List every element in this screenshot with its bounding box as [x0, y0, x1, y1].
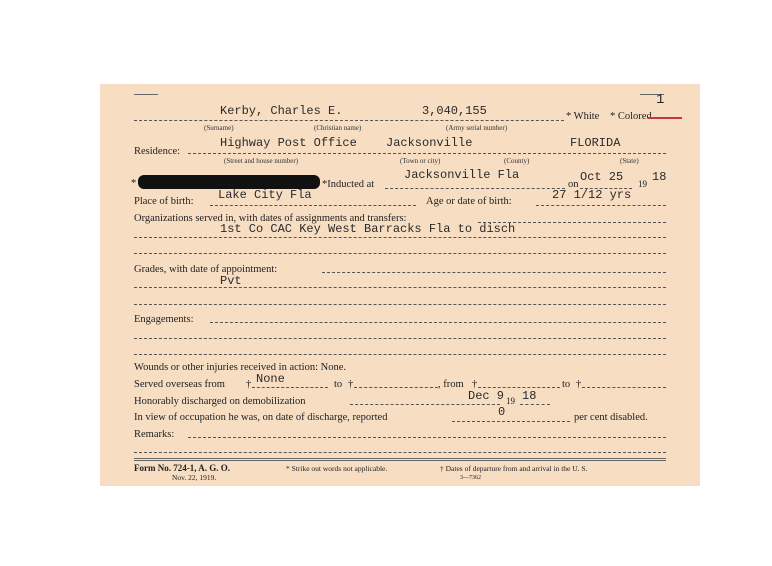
grades-line-2: [134, 287, 666, 288]
inducted-year-prefix: 19: [638, 179, 647, 189]
discharged-line: [350, 404, 500, 405]
organizations-value: 1st Co CAC Key West Barracks Fla to disch: [220, 222, 516, 236]
overseas-from-line-2: [478, 387, 560, 388]
overseas-value: None: [256, 372, 285, 386]
inducted-place: Jacksonville Fla: [404, 168, 520, 182]
inducted-date: Oct 25: [580, 170, 624, 184]
overseas-dagger-4: †: [576, 379, 582, 390]
occupation-label: In view of occupation he was, on date of discharge, reported: [134, 412, 388, 423]
state-caption: (State): [620, 157, 639, 165]
on-label: on: [568, 179, 579, 190]
grades-line-3: [134, 304, 666, 305]
organizations-line-2: [134, 237, 666, 238]
footer-rule: [134, 458, 666, 461]
birth-place: Lake City Fla: [218, 188, 312, 202]
engagements-line-1: [210, 322, 666, 323]
to-label-1: to: [334, 379, 343, 390]
inducted-label: *Inducted at: [322, 179, 375, 190]
remarks-line-2: [134, 452, 666, 453]
remarks-label: Remarks:: [134, 429, 175, 440]
to-label-2: to: [562, 379, 571, 390]
grades-label: Grades, with date of appointment:: [134, 264, 278, 275]
form-date: Nov. 22, 1919.: [172, 473, 217, 482]
card-number: 1: [656, 92, 665, 108]
disabled-value: 0: [498, 405, 506, 419]
inducted-year: 18: [652, 170, 667, 184]
colored-label: * Colored.: [610, 111, 655, 122]
colored-strikeout: [648, 117, 682, 119]
serial-value: 3,040,155: [422, 104, 487, 118]
top-left-rule: [134, 94, 158, 95]
print-code: 3—7362: [460, 475, 481, 481]
form-number: Form No. 724-1, A. G. O.: [134, 463, 230, 473]
engagements-line-2: [134, 338, 666, 339]
overseas-from-line: [252, 387, 328, 388]
redacted-asterisk: *: [131, 178, 137, 189]
birth-label: Place of birth:: [134, 196, 194, 207]
serial-caption: (Army serial number): [446, 124, 508, 132]
overseas-dagger-1: †: [246, 379, 252, 390]
wounds-label: Wounds or other injuries received in action: None.: [134, 362, 347, 373]
residence-street: Highway Post Office: [220, 136, 357, 150]
birth-line: [210, 205, 416, 206]
from-label: , from: [438, 379, 464, 390]
inducted-line: [385, 188, 565, 189]
age-label: Age or date of birth:: [426, 196, 512, 207]
residence-line: [188, 153, 666, 154]
grades-value: Pvt: [220, 274, 242, 288]
engagements-label: Engagements:: [134, 314, 194, 325]
name-line: [134, 120, 564, 121]
overseas-dagger-3: †: [472, 379, 478, 390]
discharged-label: Honorably discharged on demobilization: [134, 396, 306, 407]
white-label: * White: [566, 111, 600, 122]
footnote-strike-out: * Strike out words not applicable.: [286, 464, 388, 473]
redaction-mark: [138, 175, 320, 189]
footnote-dates: † Dates of departure from and arrival in the U. S.: [440, 464, 588, 473]
overseas-to-line-2: [582, 387, 666, 388]
discharged-date: Dec 9: [468, 389, 505, 403]
discharged-year-prefix: 19: [506, 396, 515, 406]
engagements-line-3: [134, 354, 666, 355]
residence-label: Residence:: [134, 146, 181, 157]
discharged-year-line: [520, 404, 550, 405]
remarks-line-1: [188, 437, 666, 438]
grades-line-1: [322, 272, 666, 273]
residence-state: FLORIDA: [570, 136, 621, 150]
county-caption: (County): [504, 157, 530, 165]
town-caption: (Town or city): [400, 157, 441, 165]
overseas-dagger-2: †: [348, 379, 354, 390]
christian-caption: (Christian name): [314, 124, 362, 132]
disabled-line: [452, 421, 570, 422]
name-value: Kerby, Charles E.: [220, 104, 343, 118]
age-value: 27 1/12 yrs: [552, 188, 632, 202]
disabled-label: per cent disabled.: [574, 412, 648, 423]
age-line: [536, 205, 666, 206]
street-caption: (Street and house number): [224, 157, 299, 165]
residence-town: Jacksonville: [386, 136, 473, 150]
discharged-year: 18: [522, 389, 537, 403]
surname-caption: (Surname): [204, 124, 234, 132]
organizations-line-3: [134, 253, 666, 254]
overseas-label: Served overseas from: [134, 379, 225, 390]
organizations-label: Organizations served in, with dates of assignments and transfers:: [134, 213, 407, 224]
overseas-to-line: [354, 387, 438, 388]
service-record-card: [100, 84, 700, 486]
